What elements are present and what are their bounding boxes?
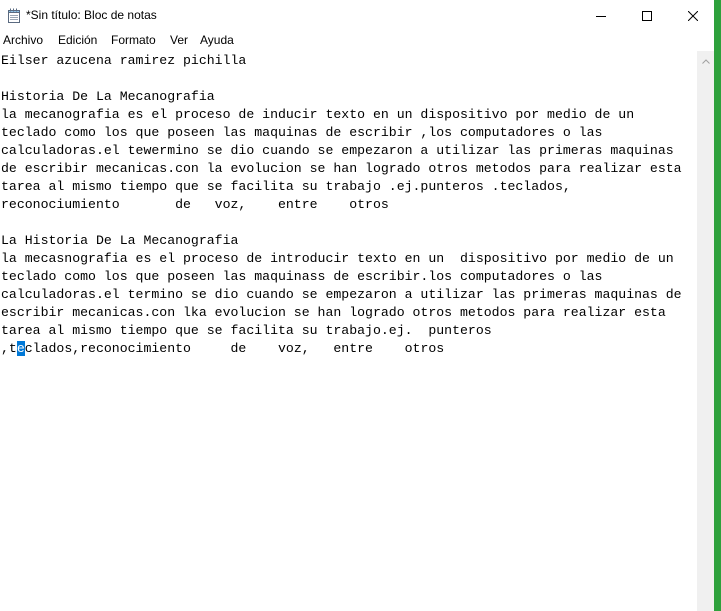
maximize-button[interactable] — [624, 0, 670, 31]
menu-ver[interactable]: Ver — [170, 33, 189, 47]
scroll-up-button[interactable] — [697, 51, 714, 68]
menu-archivo[interactable]: Archivo — [3, 33, 44, 47]
menu-edicion[interactable]: Edición — [58, 33, 98, 47]
notepad-icon — [7, 8, 21, 23]
close-icon — [688, 11, 698, 21]
chevron-up-icon — [702, 51, 710, 69]
maximize-icon — [642, 11, 652, 21]
text-selection: e — [16, 341, 25, 356]
minimize-button[interactable] — [578, 0, 624, 31]
scrollbar-track[interactable] — [697, 68, 714, 611]
title-bar[interactable] — [0, 0, 721, 31]
editor-content[interactable] — [1, 52, 682, 358]
close-button[interactable] — [670, 0, 716, 31]
window-title: *Sin título: Bloc de notas — [26, 8, 157, 22]
desktop-background-strip — [714, 0, 721, 611]
menu-bar — [0, 31, 714, 50]
editor-text-before-selection: Eilser azucena ramirez pichilla Historia De La Mecanografia la mecanografia es el proceso de inducir texto en un dispositivo por medio de un teclado como los que poseen las maquinas de escribir ,los computadores o las calculadoras.el tewermino se dio cuando se empezaron a utilizar las primeras maquinas de escribir mecanicas.con la evolucion se han logrado otros metodos para realizar esta tarea al mismo tiempo que se facilita su trabajo .ej.punteros .teclados, reconociumiento de voz, entre otros La Historia De La Mecanografia la mecasnografia es el proceso de introducir texto en un dispositivo por medio de un teclado como los que poseen las maquinass de escribir.los computadores o las calculadoras.el termino se dio cuando se empezaron a utilizar las primeras maquinas de escribir mecanicas.con lka evolucion se han logrado otros metodos para realizar esta tarea al mismo tiempo que se facilita su trabajo.ej. punteros ,t — [1, 53, 682, 356]
vertical-scrollbar[interactable] — [697, 51, 714, 611]
minimize-icon — [596, 11, 606, 21]
menu-formato[interactable]: Formato — [111, 33, 156, 47]
text-editor[interactable] — [0, 51, 697, 611]
editor-text-after-selection: clados,reconocimiento de voz, entre otros — [24, 341, 445, 356]
menu-ayuda[interactable]: Ayuda — [200, 33, 234, 47]
